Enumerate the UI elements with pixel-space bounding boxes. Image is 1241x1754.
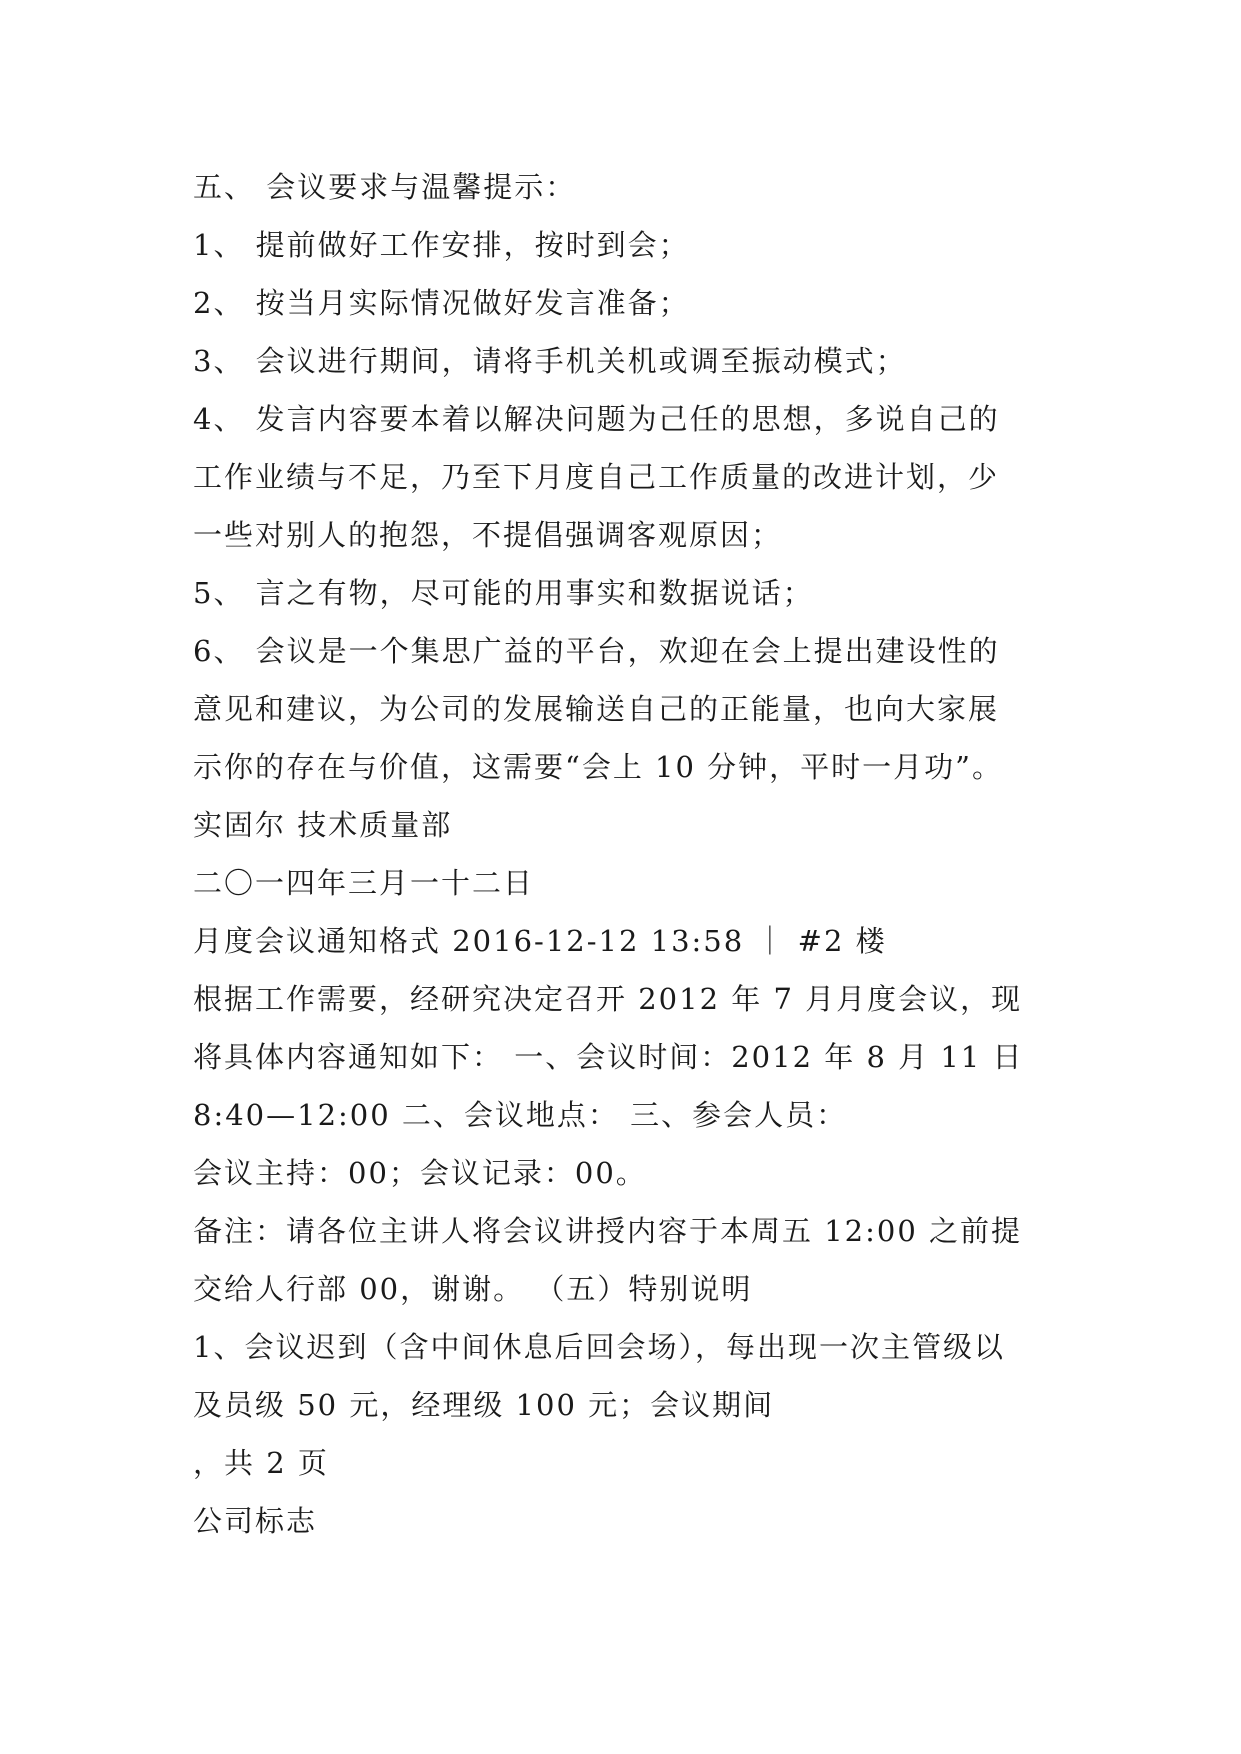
text-line: 6、 会议是一个集思广益的平台，欢迎在会上提出建设性的 [193, 634, 1000, 668]
text-line: 根据工作需要，经研究决定召开 2012 年 7 月月度会议，现 [193, 982, 1023, 1016]
page-count: ，共 2 页 [193, 1446, 329, 1480]
text-line: 示你的存在与价值，这需要“会上 10 分钟，平时一月功”。 [193, 750, 1003, 784]
text-line: 5、 言之有物，尽可能的用事实和数据说话； [193, 576, 814, 610]
text-line: 会议主持：00；会议记录：00。 [193, 1156, 647, 1190]
text-line: 3、 会议进行期间，请将手机关机或调至振动模式； [193, 344, 907, 378]
signature-date: 二〇一四年三月一十二日 [193, 866, 535, 900]
text-line: 8:40—12:00 二、会议地点： 三、参会人员： [193, 1098, 848, 1132]
text-line: 2、 按当月实际情况做好发言准备； [193, 286, 690, 320]
signature-department: 实固尔 技术质量部 [193, 808, 453, 842]
text-line: 1、会议迟到（含中间休息后回会场），每出现一次主管级以 [193, 1330, 1005, 1364]
company-logo-label: 公司标志 [193, 1504, 318, 1538]
section-heading: 五、 会议要求与温馨提示： [193, 170, 577, 204]
text-line: 交给人行部 00，谢谢。 （五）特别说明 [193, 1272, 753, 1306]
text-line: 意见和建议，为公司的发展输送自己的正能量，也向大家展 [193, 692, 1000, 726]
document-body [193, 158, 1073, 1550]
text-line: 一些对别人的抱怨，不提倡强调客观原因； [193, 518, 783, 552]
post-header: 月度会议通知格式 2016-12-12 13:58 ｜ #2 楼 [193, 924, 887, 958]
text-line: 1、 提前做好工作安排，按时到会； [193, 228, 690, 262]
text-line: 工作业绩与不足，乃至下月度自己工作质量的改进计划，少 [193, 460, 1000, 494]
text-line: 及员级 50 元，经理级 100 元；会议期间 [193, 1388, 775, 1422]
text-line: 4、 发言内容要本着以解决问题为己任的思想，多说自己的 [193, 402, 1000, 436]
text-line: 备注：请各位主讲人将会议讲授内容于本周五 12:00 之前提 [193, 1214, 1023, 1248]
text-line: 将具体内容通知如下： 一、会议时间：2012 年 8 月 11 日 [193, 1040, 1024, 1074]
